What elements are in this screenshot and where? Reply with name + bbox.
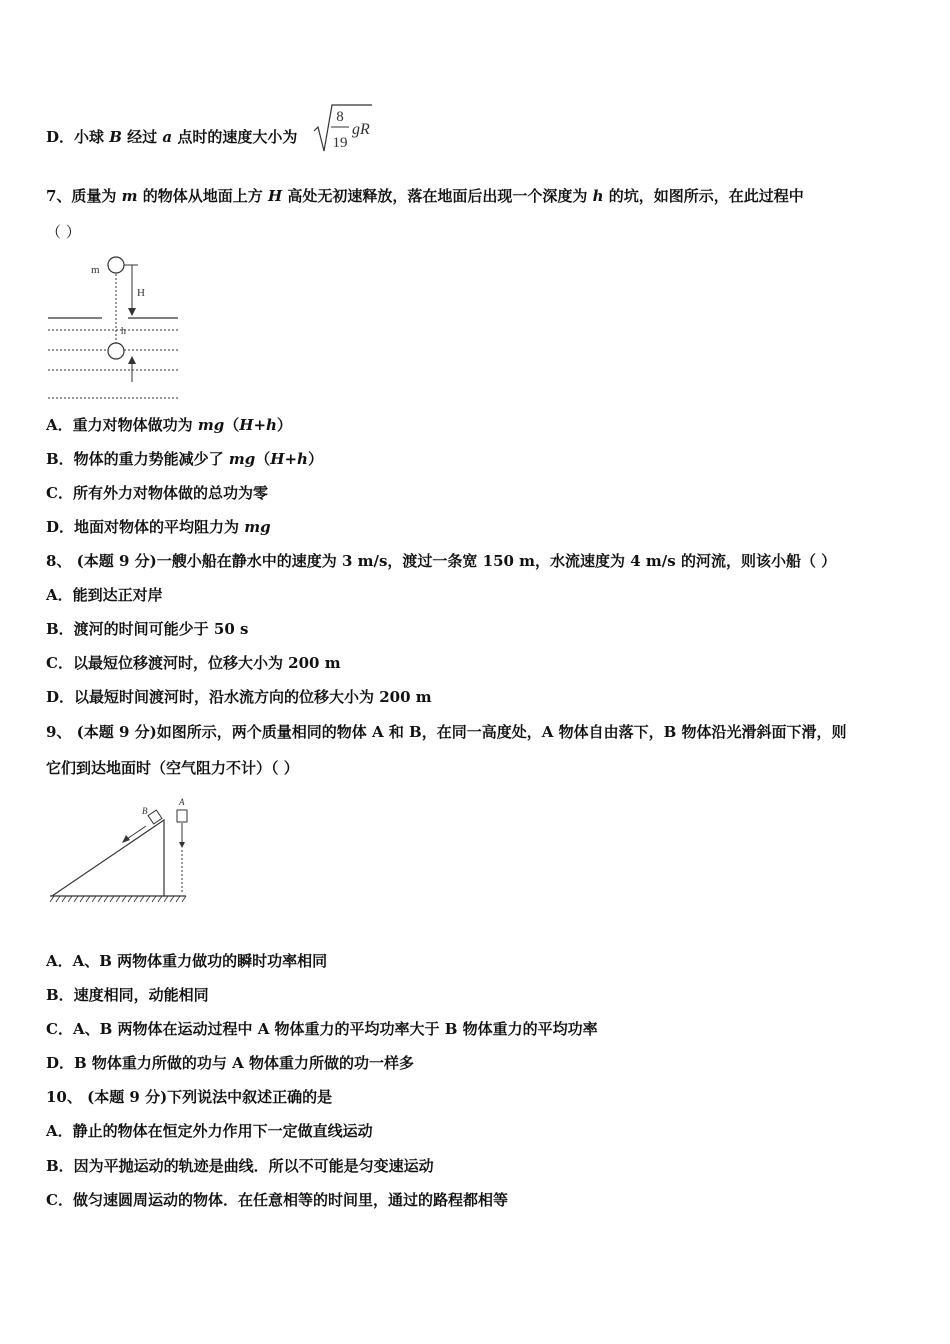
q6-option-d-text: 点时的速度大小为 xyxy=(172,128,298,146)
q8-option-a: A．能到达正对岸 xyxy=(46,586,163,604)
q6-option-d-text: 经过 xyxy=(121,128,163,146)
q7-figure xyxy=(44,252,184,404)
q7-stem-text: 的坑，如图所示，在此过程中 xyxy=(603,187,804,205)
q7-option-a-text: A．重力对物体做功为 xyxy=(46,416,198,434)
q6-option-d-ball: B xyxy=(109,128,122,146)
q9-option-c: C．A、B 两物体在运动过程中 A 物体重力的平均功率大于 B 物体重力的平均功率 xyxy=(46,1020,598,1038)
q10-option-c: C．做匀速圆周运动的物体．在任意相等的时间里，通过的路程都相等 xyxy=(46,1191,508,1209)
q6-option-d xyxy=(46,127,297,147)
q7-option-b-paren: ） xyxy=(307,450,323,468)
q6-formula-gr: gR xyxy=(352,121,370,138)
q10-stem: 10、 (本题 9 分)下列说法中叙述正确的是 xyxy=(46,1088,333,1106)
q7-option-a xyxy=(46,415,292,435)
q7-option-a-hh: H+h xyxy=(239,416,277,434)
q7-option-d xyxy=(46,517,271,537)
q9-block-b xyxy=(148,810,162,824)
q7-option-b-mg: mg xyxy=(228,450,256,468)
q7-stem-line1 xyxy=(46,186,804,206)
q7-stem-text: 7、质量为 xyxy=(46,187,122,205)
q7-figure-label-h-upper: H xyxy=(137,287,145,299)
q8-option-b: B．渡河的时间可能少于 50 s xyxy=(46,620,249,638)
q7-stem-depth: h xyxy=(592,187,604,205)
q8-option-d: D．以最短时间渡河时，沿水流方向的位移大小为 200 m xyxy=(46,688,432,706)
q7-option-d-text: D．地面对物体的平均阻力为 xyxy=(46,518,245,536)
q7-option-b-text: B．物体的重力势能减少了 xyxy=(46,450,229,468)
q7-option-a-paren: （ xyxy=(224,416,240,434)
q9-option-a: A．A、B 两物体重力做功的瞬时功率相同 xyxy=(46,952,328,970)
q6-option-d-point: a xyxy=(162,128,173,146)
q8-stem: 8、 (本题 9 分)一艘小船在静水中的速度为 3 m/s，渡过一条宽 150 m，水流速度为 4 m/s 的河流，则该小船（ ） xyxy=(46,552,837,570)
q7-stem-text: 高处无初速释放，落在地面后出现一个深度为 xyxy=(282,187,593,205)
q9-option-d: D．B 物体重力所做的功与 A 物体重力所做的功一样多 xyxy=(46,1054,414,1072)
q10-option-b: B．因为平抛运动的轨迹是曲线．所以不可能是匀变速运动 xyxy=(46,1157,434,1175)
q9-stem-line1: 9、 (本题 9 分)如图所示，两个质量相同的物体 A 和 B，在同一高度处，A 物体自由落下，B 物体沿光滑斜面下滑，则 xyxy=(46,723,847,741)
q10-option-a: A．静止的物体在恒定外力作用下一定做直线运动 xyxy=(46,1122,373,1140)
q6-formula-numerator: 8 xyxy=(336,109,344,125)
q9-figure-label-a: A xyxy=(179,797,185,807)
q8-option-c: C．以最短位移渡河时，位移大小为 200 m xyxy=(46,654,341,672)
q9-figure-label-b: B xyxy=(142,806,148,816)
q7-option-b-paren: （ xyxy=(255,450,271,468)
q7-option-c: C．所有外力对物体做的总功为零 xyxy=(46,484,268,502)
q9-option-b: B．速度相同，动能相同 xyxy=(46,986,209,1004)
q7-stem-height: H xyxy=(268,187,283,205)
q7-figure-label-m: m xyxy=(91,264,100,276)
q7-stem-text: 的物体从地面上方 xyxy=(137,187,268,205)
q7-option-b xyxy=(46,449,323,469)
q7-figure-label-h: h xyxy=(121,326,126,337)
q7-option-d-mg: mg xyxy=(244,518,271,536)
q6-sqrt-formula xyxy=(312,101,382,157)
q9-incline xyxy=(52,820,164,896)
q9-stem-line2: 它们到达地面时（空气阻力不计）（ ） xyxy=(46,759,299,777)
q7-ball-bottom xyxy=(108,343,124,359)
q7-stem-mass: m xyxy=(121,187,138,205)
q7-option-b-hh: H+h xyxy=(270,450,308,468)
q7-stem-line2: （ ） xyxy=(46,223,81,241)
q9-figure xyxy=(46,790,196,920)
q9-block-a xyxy=(177,810,187,822)
q6-formula-denominator: 19 xyxy=(332,135,348,151)
q7-option-a-paren: ） xyxy=(276,416,292,434)
q7-ball-top xyxy=(108,257,124,273)
q7-option-a-mg: mg xyxy=(197,416,225,434)
q6-option-d-text: D．小球 xyxy=(46,128,110,146)
